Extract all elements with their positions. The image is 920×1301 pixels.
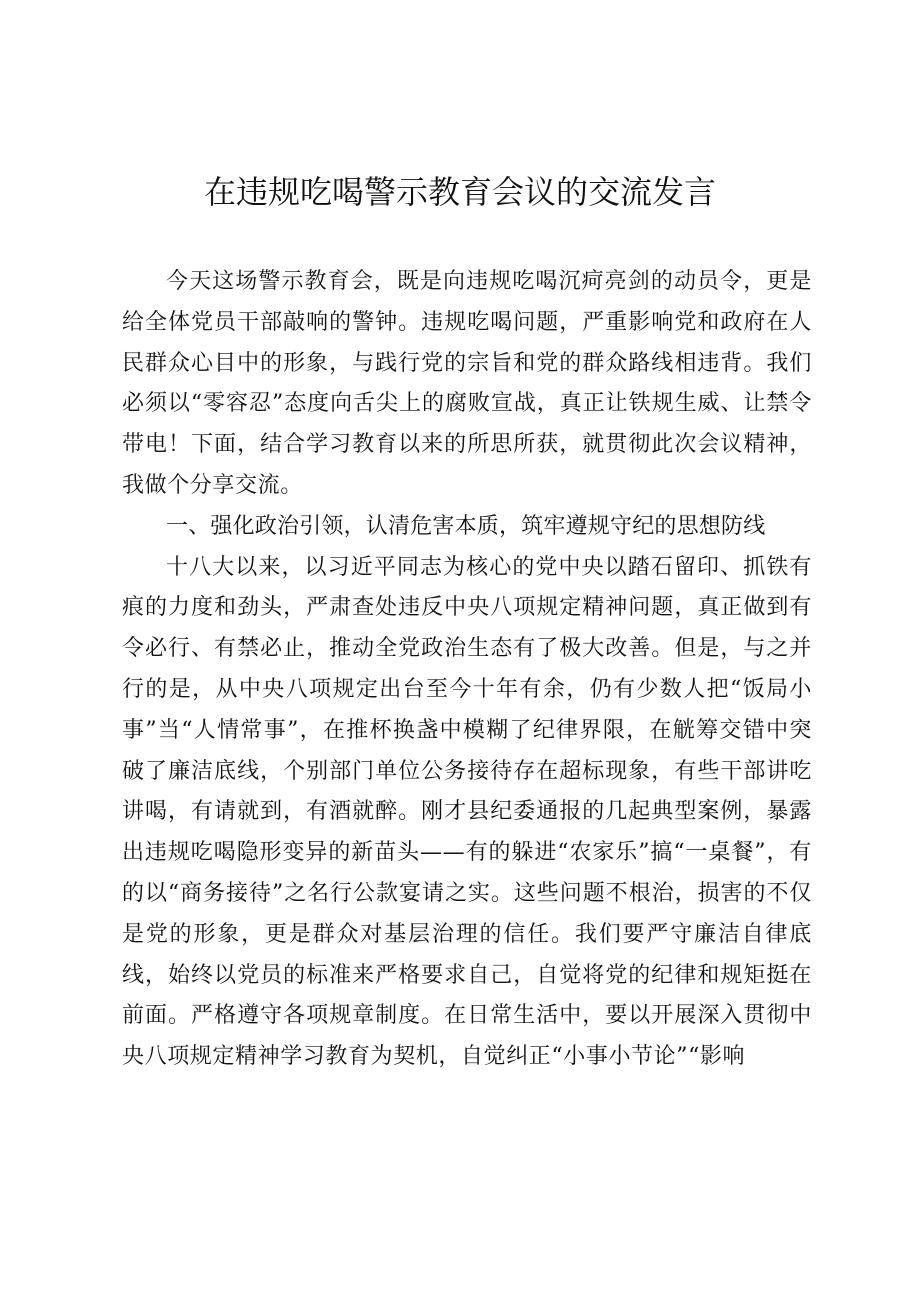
document-title: 在违规吃喝警示教育会议的交流发言: [203, 173, 716, 211]
section-heading-1: 一、强化政治引领，认清危害本质，筑牢遵规守纪的思想防线: [166, 513, 766, 539]
intro-paragraph: 今天这场警示教育会，既是向违规吃喝沉疴亮剑的动员令，更是给全体党员干部敲响的警钟。违规吃喝问题，严重影响党和政府在人民群众心目中的形象，与践行党的宗旨和党的群众路线相违背。我们必须以“零容忍”态度向舌尖上的腐败宣战，真正让铁规生威、让禁令带电！下面，结合学习教育以来的所思所获，就贯彻此次会议精神，我做个分享交流。: [122, 269, 812, 498]
document-body: [122, 262, 812, 1078]
section-1-paragraph: 十八大以来，以习近平同志为核心的党中央以踏石留印、抓铁有痕的力度和劲头，严肃查处违反中央八项规定精神问题，真正做到有令必行、有禁必止，推动全党政治生态有了极大改善。但是，与之并行的是，从中央八项规定出台至今十年有余，仍有少数人把“饭局小事”当“人情常事”，在推杯换盏中模糊了纪律界限，在觥筹交错中突破了廉洁底线，个别部门单位公务接待存在超标现象，有些干部讲吃讲喝，有请就到，有酒就醉。刚才县纪委通报的几起典型案例，暴露出违规吃喝隐形变异的新苗头——有的躲进“农家乐”搞“一桌餐”，有的以“商务接待”之名行公款宴请之实。这些问题不根治，损害的不仅是党的形象，更是群众对基层治理的信任。我们要严守廉洁自律底线，始终以党员的标准来严格要求自己，自觉将党的纪律和规矩挺在前面。严格遵守各项规章制度。在日常生活中，要以开展深入贯彻中央八项规定精神学习教育为契机，自觉纠正“小事小节论”“影响: [122, 554, 812, 1070]
